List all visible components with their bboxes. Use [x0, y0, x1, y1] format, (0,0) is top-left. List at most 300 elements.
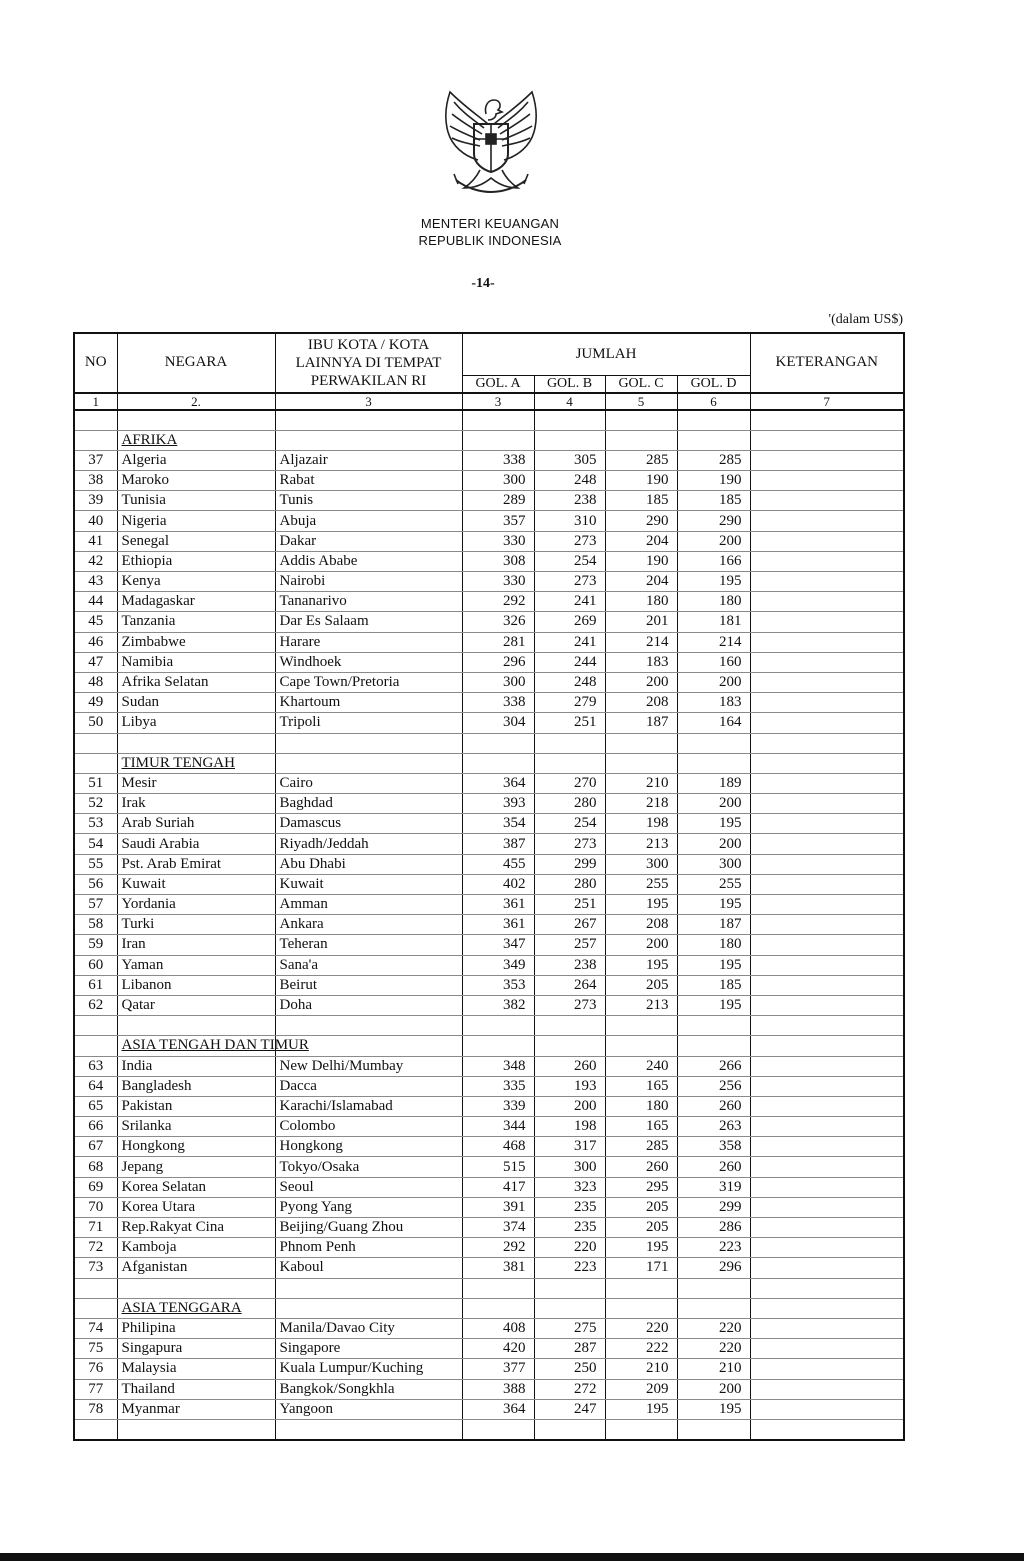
row-number: 64: [74, 1076, 117, 1096]
gol-d-value: 200: [677, 1379, 750, 1399]
table-row: [74, 1056, 904, 1076]
empty-cell: [74, 1419, 117, 1440]
gol-a-value: 354: [462, 814, 534, 834]
row-number: 57: [74, 895, 117, 915]
row-number: 59: [74, 935, 117, 955]
city-name: Singapore: [275, 1339, 462, 1359]
section-title-cell: [117, 753, 275, 773]
row-number: 67: [74, 1137, 117, 1157]
empty-cell: [462, 430, 534, 450]
country-name: Sudan: [117, 693, 275, 713]
gol-d-value: 195: [677, 955, 750, 975]
country-name: Algeria: [117, 450, 275, 470]
gol-d-value: 223: [677, 1238, 750, 1258]
empty-cell: [677, 1298, 750, 1318]
country-name: Ethiopia: [117, 551, 275, 571]
gol-c-value: 208: [605, 915, 677, 935]
keterangan-cell: [750, 1238, 904, 1258]
gol-c-value: 190: [605, 551, 677, 571]
keterangan-cell: [750, 814, 904, 834]
gol-a-value: 393: [462, 794, 534, 814]
gol-c-value: 222: [605, 1339, 677, 1359]
table-row: [74, 632, 904, 652]
section-heading-row: [74, 753, 904, 773]
row-number: 38: [74, 471, 117, 491]
gol-a-value: 330: [462, 572, 534, 592]
header-ibu-kota-line3: PERWAKILAN RI: [310, 372, 427, 389]
row-number: 51: [74, 773, 117, 793]
city-name: Harare: [275, 632, 462, 652]
row-number: 68: [74, 1157, 117, 1177]
gol-b-value: 200: [534, 1096, 605, 1116]
city-name: Dakar: [275, 531, 462, 551]
empty-cell: [117, 1419, 275, 1440]
keterangan-cell: [750, 1117, 904, 1137]
gol-b-value: 241: [534, 592, 605, 612]
gol-d-value: 266: [677, 1056, 750, 1076]
gol-a-value: 292: [462, 1238, 534, 1258]
gol-c-value: 213: [605, 834, 677, 854]
empty-cell: [534, 1419, 605, 1440]
gol-d-value: 286: [677, 1218, 750, 1238]
empty-cell: [750, 1298, 904, 1318]
row-number: 42: [74, 551, 117, 571]
gol-b-value: 305: [534, 450, 605, 470]
gol-b-value: 254: [534, 814, 605, 834]
gol-b-value: 251: [534, 713, 605, 733]
row-number: 75: [74, 1339, 117, 1359]
empty-cell: [275, 1419, 462, 1440]
header-negara: NEGARA: [117, 333, 275, 393]
column-number: 4: [534, 393, 605, 410]
city-name: Pyong Yang: [275, 1197, 462, 1217]
column-number: 3: [462, 393, 534, 410]
row-number: 76: [74, 1359, 117, 1379]
gol-c-value: 213: [605, 995, 677, 1015]
city-name: Kuala Lumpur/Kuching: [275, 1359, 462, 1379]
empty-cell: [605, 1016, 677, 1036]
gol-a-value: 402: [462, 874, 534, 894]
gol-b-value: 251: [534, 895, 605, 915]
keterangan-cell: [750, 1258, 904, 1278]
gol-b-value: 267: [534, 915, 605, 935]
gol-b-value: 273: [534, 834, 605, 854]
table-row: [74, 995, 904, 1015]
country-name: Kenya: [117, 572, 275, 592]
empty-cell: [74, 1016, 117, 1036]
keterangan-cell: [750, 511, 904, 531]
country-name: Mesir: [117, 773, 275, 793]
country-name: Korea Selatan: [117, 1177, 275, 1197]
keterangan-cell: [750, 693, 904, 713]
keterangan-cell: [750, 1318, 904, 1338]
gol-d-value: 195: [677, 995, 750, 1015]
city-name: Dar Es Salaam: [275, 612, 462, 632]
city-name: Manila/Davao City: [275, 1318, 462, 1338]
header-no: NO: [74, 333, 117, 393]
empty-cell: [462, 1036, 534, 1056]
city-name: Hongkong: [275, 1137, 462, 1157]
gol-a-value: 455: [462, 854, 534, 874]
gol-d-value: 300: [677, 854, 750, 874]
gol-c-value: 180: [605, 1096, 677, 1116]
empty-cell: [677, 733, 750, 753]
keterangan-cell: [750, 773, 904, 793]
gol-c-value: 200: [605, 935, 677, 955]
keterangan-cell: [750, 531, 904, 551]
country-name: Malaysia: [117, 1359, 275, 1379]
row-number: 65: [74, 1096, 117, 1116]
empty-cell: [462, 1016, 534, 1036]
empty-cell: [677, 430, 750, 450]
country-name: Rep.Rakyat Cina: [117, 1218, 275, 1238]
keterangan-cell: [750, 592, 904, 612]
table-body: [74, 410, 904, 1441]
keterangan-cell: [750, 975, 904, 995]
city-name: Beijing/Guang Zhou: [275, 1218, 462, 1238]
gol-c-value: 180: [605, 592, 677, 612]
gol-a-value: 300: [462, 471, 534, 491]
scan-edge-bar: [0, 1553, 1024, 1561]
gol-a-value: 344: [462, 1117, 534, 1137]
country-name: Irak: [117, 794, 275, 814]
section-title: AFRIKA: [121, 431, 178, 448]
table-row: [74, 1238, 904, 1258]
table-row: [74, 551, 904, 571]
city-name: Kuwait: [275, 874, 462, 894]
table-row: [74, 895, 904, 915]
empty-cell: [534, 1278, 605, 1298]
empty-cell: [605, 430, 677, 450]
empty-cell: [117, 410, 275, 431]
header-gol-c: GOL. C: [605, 375, 677, 393]
ministry-country: REPUBLIK INDONESIA: [418, 233, 562, 248]
empty-cell: [677, 753, 750, 773]
header-ibu-kota-line2: LAINNYA DI TEMPAT: [295, 354, 442, 371]
city-name: Karachi/Islamabad: [275, 1096, 462, 1116]
column-number: 6: [677, 393, 750, 410]
gol-a-value: 387: [462, 834, 534, 854]
empty-cell: [750, 1016, 904, 1036]
gol-c-value: 300: [605, 854, 677, 874]
country-name: Hongkong: [117, 1137, 275, 1157]
empty-cell: [750, 753, 904, 773]
city-name: Teheran: [275, 935, 462, 955]
city-name: Riyadh/Jeddah: [275, 834, 462, 854]
row-number: 44: [74, 592, 117, 612]
gol-d-value: 180: [677, 592, 750, 612]
spacer-row: [74, 733, 904, 753]
gol-a-value: 515: [462, 1157, 534, 1177]
keterangan-cell: [750, 874, 904, 894]
empty-cell: [275, 753, 462, 773]
row-number: 74: [74, 1318, 117, 1338]
header-gol-b: GOL. B: [534, 375, 605, 393]
keterangan-cell: [750, 491, 904, 511]
gol-b-value: 193: [534, 1076, 605, 1096]
city-name: Nairobi: [275, 572, 462, 592]
gol-d-value: 220: [677, 1318, 750, 1338]
gol-d-value: 319: [677, 1177, 750, 1197]
gol-d-value: 195: [677, 572, 750, 592]
gol-c-value: 260: [605, 1157, 677, 1177]
table-row: [74, 612, 904, 632]
row-number: 53: [74, 814, 117, 834]
spacer-row: [74, 1278, 904, 1298]
gol-b-value: 310: [534, 511, 605, 531]
keterangan-cell: [750, 1076, 904, 1096]
gol-c-value: 209: [605, 1379, 677, 1399]
empty-cell: [275, 1016, 462, 1036]
city-name: Damascus: [275, 814, 462, 834]
empty-cell: [605, 1278, 677, 1298]
gol-b-value: 238: [534, 955, 605, 975]
row-number: 73: [74, 1258, 117, 1278]
city-name: Baghdad: [275, 794, 462, 814]
table-row: [74, 652, 904, 672]
table-row: [74, 1137, 904, 1157]
gol-a-value: 420: [462, 1339, 534, 1359]
city-name: New Delhi/Mumbay: [275, 1056, 462, 1076]
city-name: Tripoli: [275, 713, 462, 733]
gol-b-value: 273: [534, 995, 605, 1015]
empty-cell: [605, 753, 677, 773]
keterangan-cell: [750, 652, 904, 672]
gol-a-value: 338: [462, 693, 534, 713]
empty-cell: [74, 753, 117, 773]
empty-cell: [117, 1016, 275, 1036]
row-number: 50: [74, 713, 117, 733]
keterangan-cell: [750, 915, 904, 935]
row-number: 77: [74, 1379, 117, 1399]
row-number: 39: [74, 491, 117, 511]
section-title: TIMUR TENGAH: [121, 754, 235, 771]
empty-cell: [534, 1298, 605, 1318]
gol-a-value: 377: [462, 1359, 534, 1379]
country-name: Kamboja: [117, 1238, 275, 1258]
gol-a-value: 281: [462, 632, 534, 652]
keterangan-cell: [750, 1339, 904, 1359]
gol-b-value: 235: [534, 1218, 605, 1238]
table-row: [74, 531, 904, 551]
gol-c-value: 195: [605, 895, 677, 915]
empty-cell: [605, 733, 677, 753]
empty-cell: [74, 1036, 117, 1056]
gol-d-value: 164: [677, 713, 750, 733]
gol-d-value: 285: [677, 450, 750, 470]
table-row: [74, 1117, 904, 1137]
gol-b-value: 257: [534, 935, 605, 955]
gol-b-value: 223: [534, 1258, 605, 1278]
row-number: 46: [74, 632, 117, 652]
gol-d-value: 183: [677, 693, 750, 713]
table-row: [74, 1096, 904, 1116]
gol-b-value: 244: [534, 652, 605, 672]
city-name: Seoul: [275, 1177, 462, 1197]
city-name: Beirut: [275, 975, 462, 995]
gol-c-value: 210: [605, 1359, 677, 1379]
table-row: [74, 672, 904, 692]
gol-b-value: 323: [534, 1177, 605, 1197]
table-row: [74, 1076, 904, 1096]
gol-d-value: 290: [677, 511, 750, 531]
gol-d-value: 190: [677, 471, 750, 491]
gol-b-value: 248: [534, 471, 605, 491]
gol-c-value: 185: [605, 491, 677, 511]
gol-d-value: 358: [677, 1137, 750, 1157]
country-name: Afganistan: [117, 1258, 275, 1278]
city-name: Dacca: [275, 1076, 462, 1096]
city-name: Bangkok/Songkhla: [275, 1379, 462, 1399]
table-row: [74, 1218, 904, 1238]
gol-a-value: 361: [462, 915, 534, 935]
header-jumlah: JUMLAH: [462, 333, 750, 375]
country-name: Korea Utara: [117, 1197, 275, 1217]
table-row: [74, 854, 904, 874]
column-number: 2.: [117, 393, 275, 410]
keterangan-cell: [750, 672, 904, 692]
gol-a-value: 347: [462, 935, 534, 955]
country-name: Maroko: [117, 471, 275, 491]
gol-a-value: 304: [462, 713, 534, 733]
empty-cell: [534, 733, 605, 753]
gol-c-value: 240: [605, 1056, 677, 1076]
country-name: India: [117, 1056, 275, 1076]
empty-cell: [750, 733, 904, 753]
country-name: Madagaskar: [117, 592, 275, 612]
table-row: [74, 874, 904, 894]
gol-b-value: 280: [534, 874, 605, 894]
gol-b-value: 247: [534, 1399, 605, 1419]
gol-c-value: 285: [605, 1137, 677, 1157]
table-row: [74, 834, 904, 854]
gol-d-value: 214: [677, 632, 750, 652]
table-row: [74, 1359, 904, 1379]
table-row: [74, 572, 904, 592]
gol-b-value: 273: [534, 572, 605, 592]
city-name: Tananarivo: [275, 592, 462, 612]
gol-d-value: 166: [677, 551, 750, 571]
empty-cell: [750, 1419, 904, 1440]
gol-d-value: 185: [677, 491, 750, 511]
city-name: Abu Dhabi: [275, 854, 462, 874]
section-heading-row: [74, 1036, 904, 1056]
empty-cell: [74, 1278, 117, 1298]
country-name: Zimbabwe: [117, 632, 275, 652]
gol-b-value: 254: [534, 551, 605, 571]
gol-a-value: 289: [462, 491, 534, 511]
gol-a-value: 339: [462, 1096, 534, 1116]
keterangan-cell: [750, 1379, 904, 1399]
gol-c-value: 204: [605, 572, 677, 592]
table-row: [74, 1258, 904, 1278]
country-name: Singapura: [117, 1339, 275, 1359]
country-name: Iran: [117, 935, 275, 955]
empty-cell: [534, 410, 605, 431]
table-row: [74, 1157, 904, 1177]
city-name: Colombo: [275, 1117, 462, 1137]
table-row: [74, 511, 904, 531]
empty-cell: [275, 430, 462, 450]
city-name: Khartoum: [275, 693, 462, 713]
country-name: Kuwait: [117, 874, 275, 894]
table-row: [74, 471, 904, 491]
row-number: 61: [74, 975, 117, 995]
city-name: Yangoon: [275, 1399, 462, 1419]
country-name: Senegal: [117, 531, 275, 551]
row-number: 45: [74, 612, 117, 632]
table-row: [74, 1318, 904, 1338]
gol-c-value: 165: [605, 1076, 677, 1096]
country-name: Philipina: [117, 1318, 275, 1338]
country-name: Libanon: [117, 975, 275, 995]
keterangan-cell: [750, 572, 904, 592]
gol-c-value: 187: [605, 713, 677, 733]
row-number: 43: [74, 572, 117, 592]
gol-b-value: 250: [534, 1359, 605, 1379]
section-title-cell: [117, 1036, 309, 1056]
empty-cell: [275, 1298, 462, 1318]
gol-a-value: 468: [462, 1137, 534, 1157]
gol-d-value: 195: [677, 814, 750, 834]
empty-cell: [534, 753, 605, 773]
gol-d-value: 260: [677, 1096, 750, 1116]
table-row: [74, 450, 904, 470]
country-name: Pst. Arab Emirat: [117, 854, 275, 874]
gol-d-value: 189: [677, 773, 750, 793]
gol-d-value: 210: [677, 1359, 750, 1379]
gol-c-value: 205: [605, 1197, 677, 1217]
garuda-emblem-icon: [436, 84, 546, 196]
gol-c-value: 201: [605, 612, 677, 632]
header-ibu-kota: [275, 333, 462, 393]
country-name: Nigeria: [117, 511, 275, 531]
gol-d-value: 195: [677, 1399, 750, 1419]
gol-c-value: 214: [605, 632, 677, 652]
gol-d-value: 180: [677, 935, 750, 955]
gol-b-value: 300: [534, 1157, 605, 1177]
gol-b-value: 272: [534, 1379, 605, 1399]
empty-cell: [677, 1036, 750, 1056]
city-name: Doha: [275, 995, 462, 1015]
table-row: [74, 814, 904, 834]
gol-a-value: 374: [462, 1218, 534, 1238]
gol-b-value: 248: [534, 672, 605, 692]
empty-cell: [74, 410, 117, 431]
gol-b-value: 270: [534, 773, 605, 793]
row-number: 58: [74, 915, 117, 935]
gol-a-value: 330: [462, 531, 534, 551]
gol-c-value: 210: [605, 773, 677, 793]
row-number: 52: [74, 794, 117, 814]
gol-c-value: 171: [605, 1258, 677, 1278]
empty-cell: [117, 1278, 275, 1298]
table-row: [74, 1339, 904, 1359]
keterangan-cell: [750, 854, 904, 874]
city-name: Phnom Penh: [275, 1238, 462, 1258]
empty-cell: [677, 1278, 750, 1298]
row-number: 69: [74, 1177, 117, 1197]
gol-a-value: 296: [462, 652, 534, 672]
country-name: Namibia: [117, 652, 275, 672]
section-title: ASIA TENGAH DAN TIMUR: [121, 1037, 309, 1054]
country-name: Libya: [117, 713, 275, 733]
gol-b-value: 273: [534, 531, 605, 551]
section-title-cell: [117, 430, 275, 450]
row-number: 72: [74, 1238, 117, 1258]
empty-cell: [534, 430, 605, 450]
city-name: Aljazair: [275, 450, 462, 470]
